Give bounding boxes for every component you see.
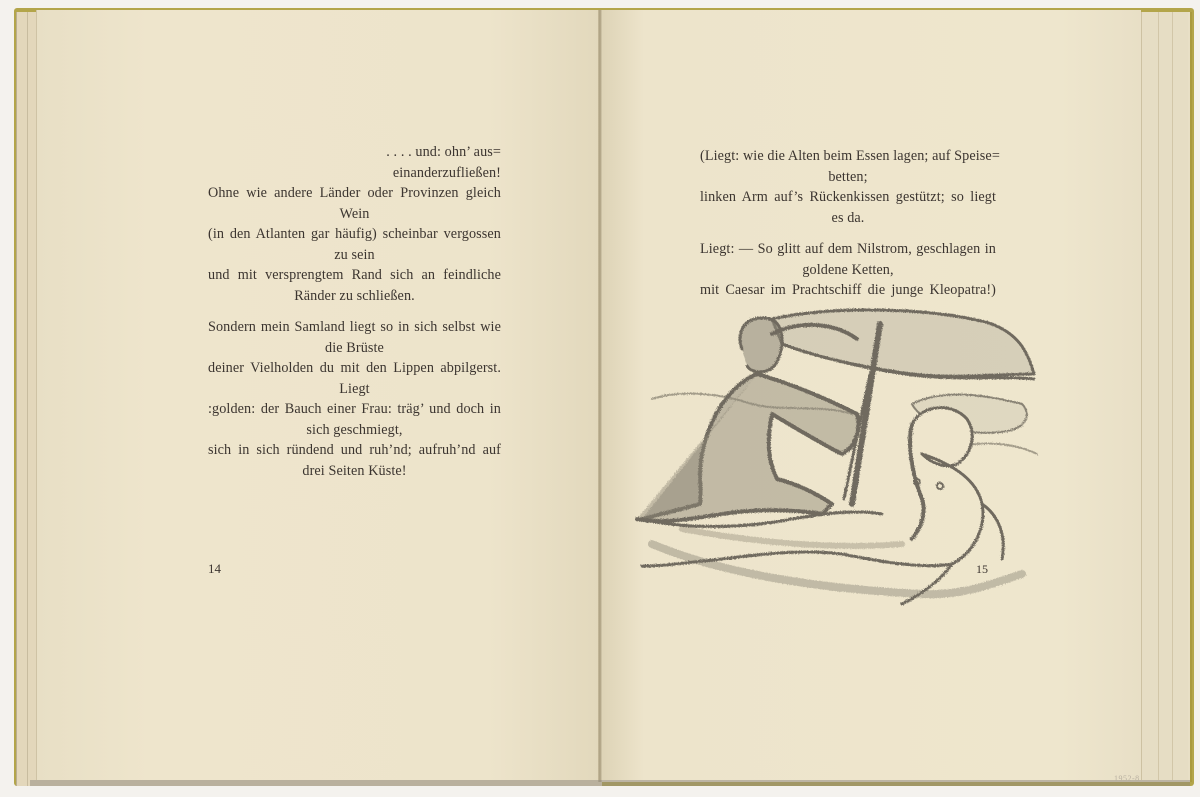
poem-line: (in den Atlanten gar häufig) scheinbar vergossen [208,226,501,242]
book-gutter [598,10,602,782]
right-page-poem [700,146,1000,301]
poem-line: Ohne wie andere Länder oder Provinzen gleich [208,185,501,201]
poem-line: die Brüste [325,339,384,356]
page-number-right: 15 [976,562,988,576]
book-shadow [30,780,1190,786]
poem-line: sich in sich ründend und ruh’nd; aufruh’nd auf [208,442,501,458]
poem-line: deiner Vielholden du mit den Lippen abpilgerst. [208,360,501,376]
right-page-edges [1141,12,1188,780]
poem-line: es da. [831,209,865,226]
poem-line: drei Seiten Küste! [302,462,407,479]
poem-line: Ränder zu schließen. [294,287,415,304]
poem-line: sich geschmiegt, [306,421,403,438]
poem-line: mit Caesar im Prachtschiff die junge Kleopatra!) [700,282,996,298]
stanza-break [208,306,501,317]
poem-line: betten; [828,168,868,185]
poem-line: . . . . und: ohn’ aus= [386,144,501,160]
poem-line: Liegt [339,380,370,397]
poem-line: zu sein [334,246,375,263]
stanza-break [700,228,996,239]
poem-line: linken Arm auf’s Rückenkissen gestützt; so liegt [700,189,996,205]
poem-line: einanderzufließen! [392,164,501,181]
page-number-left: 14 [208,561,221,576]
poem-line: goldene Ketten, [802,261,894,278]
accession-mark: 1952-8 [1114,774,1140,783]
left-page-poem [208,142,501,481]
poem-line: und mit versprengtem Rand sich an feindliche [208,267,501,283]
poem-line: Sondern mein Samland liegt so in sich selbst wie [208,319,501,335]
poem-line: Liegt: — So glitt auf dem Nilstrom, geschlagen in [700,241,996,257]
poem-line: (Liegt: wie die Alten beim Essen lagen; auf Speise= [700,148,1000,164]
poem-line: :golden: der Bauch einer Frau: träg’ und doch in [208,401,501,417]
poem-line: Wein [339,205,370,222]
